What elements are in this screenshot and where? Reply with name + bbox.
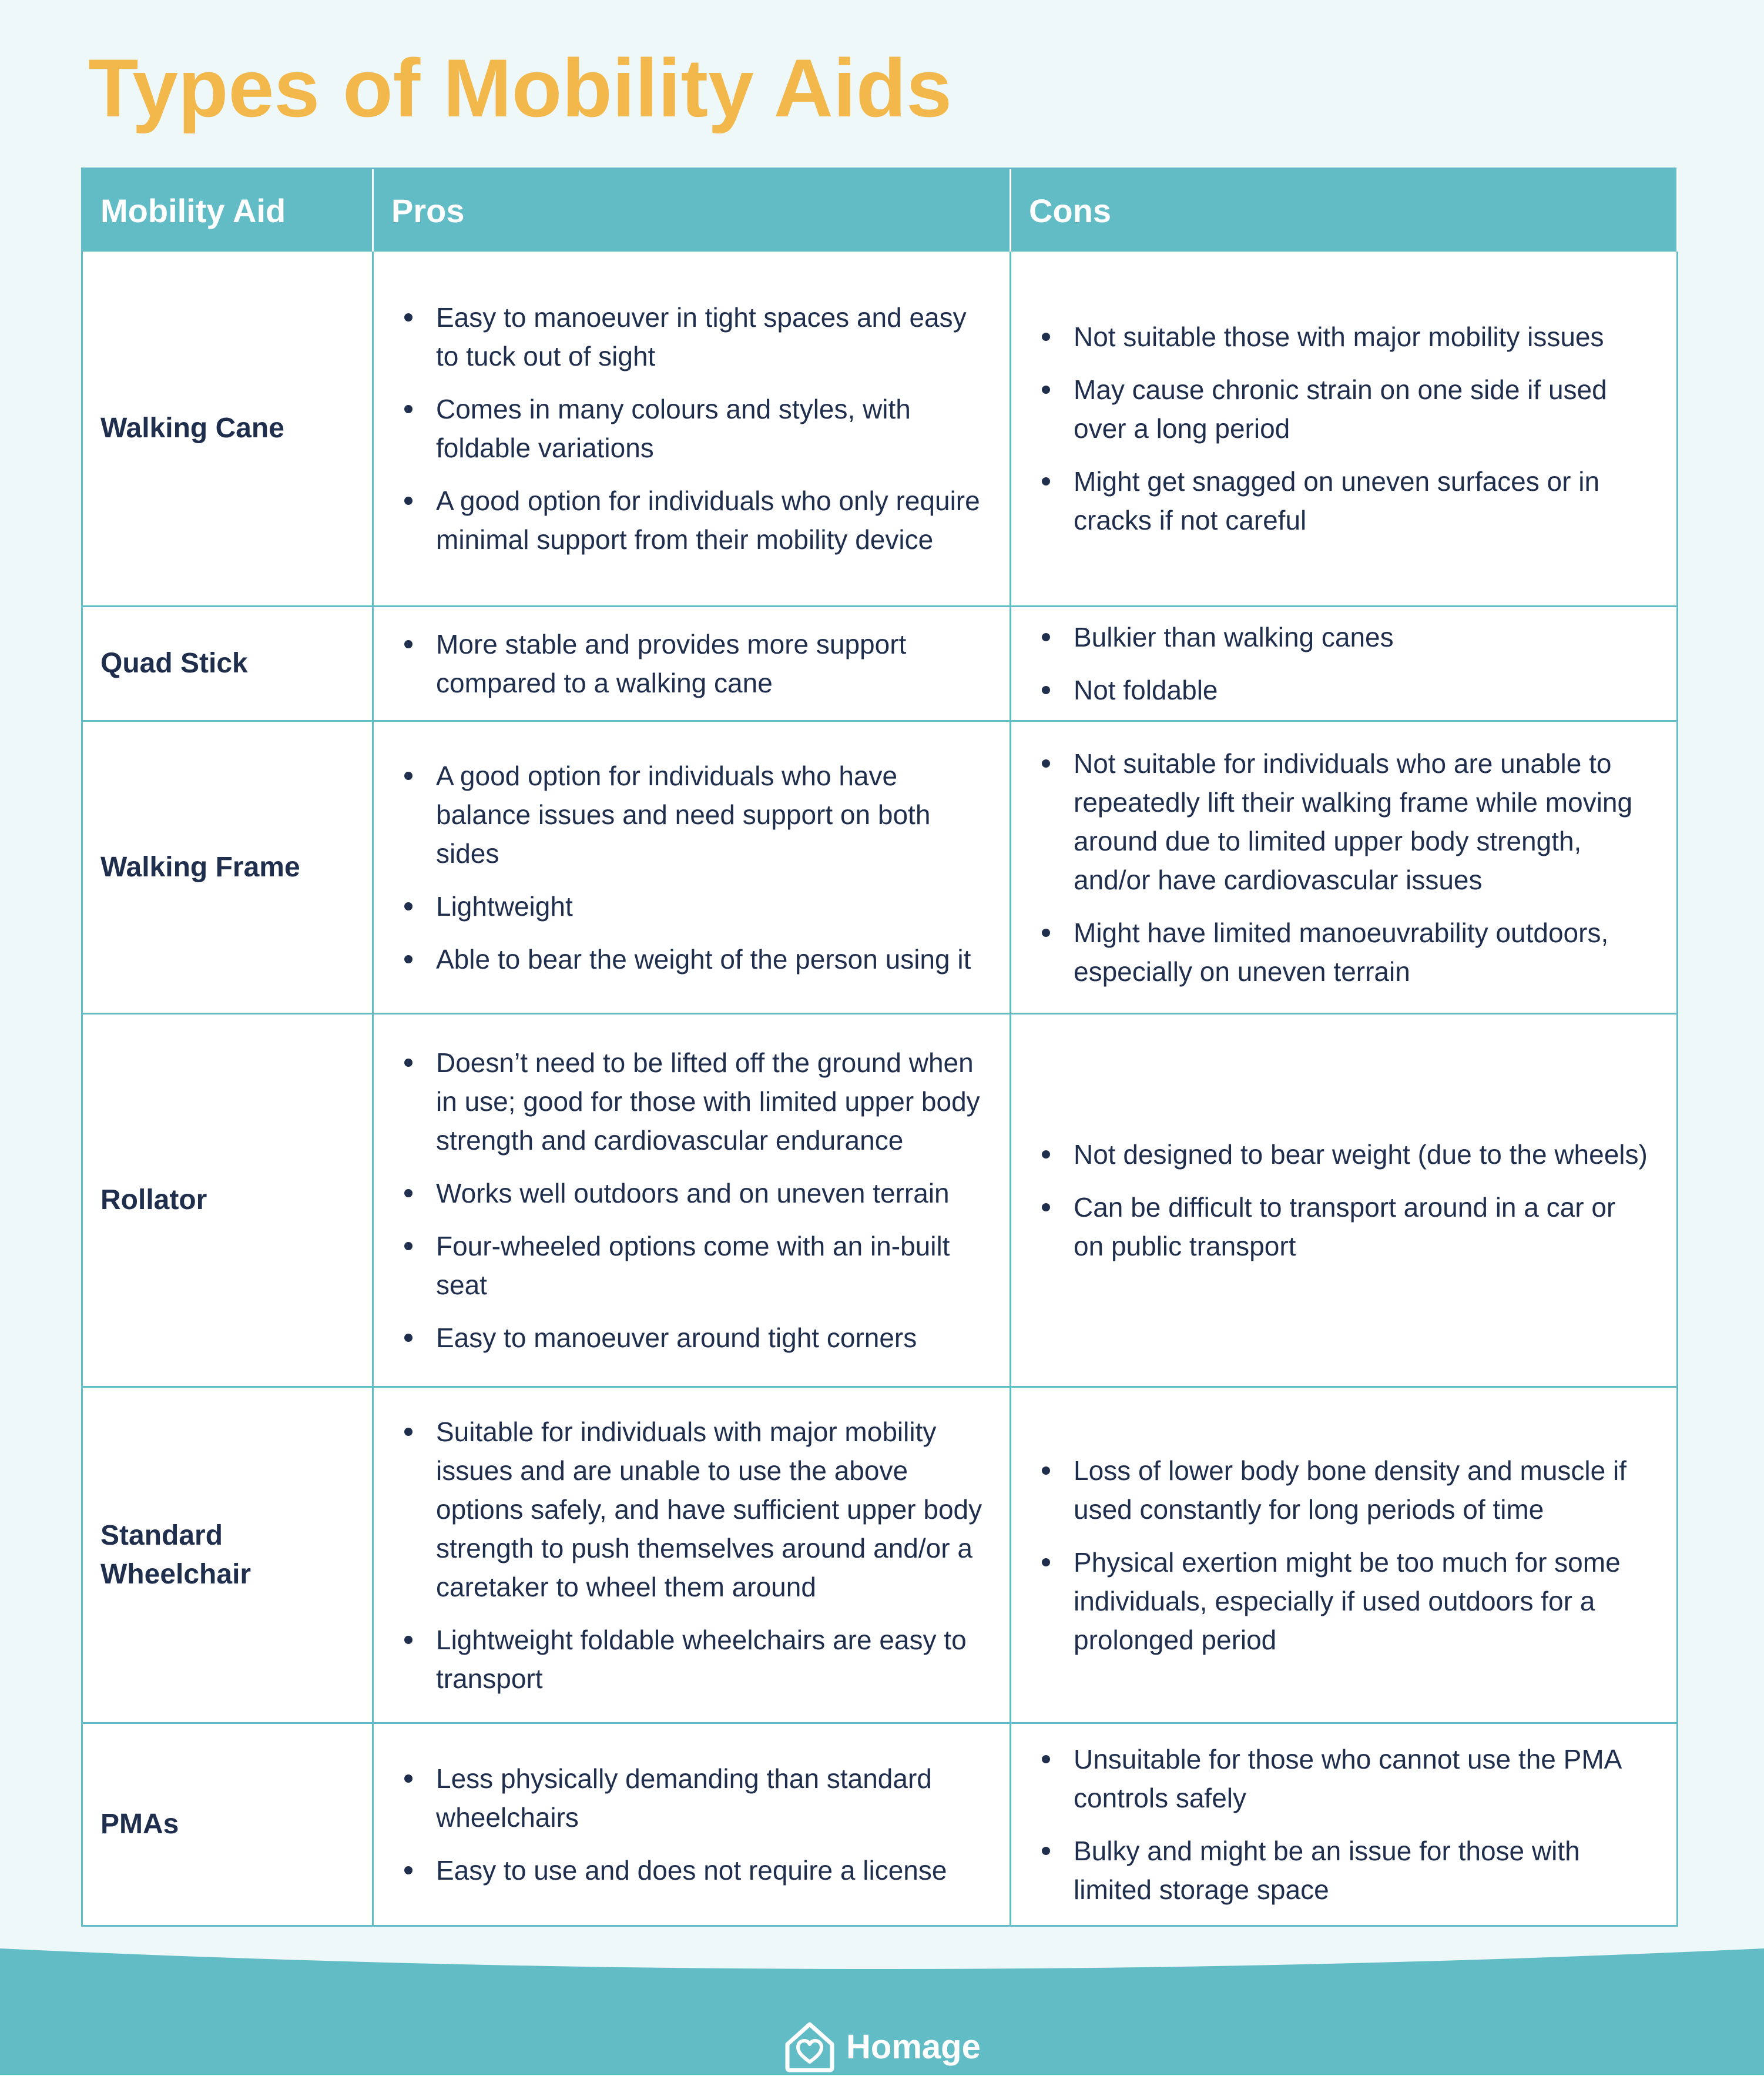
pro-item: A good option for individuals who have balance issues and need support on both sides bbox=[404, 756, 986, 873]
pros-cell bbox=[374, 607, 1011, 722]
con-item: Not suitable those with major mobility issues bbox=[1042, 317, 1653, 356]
header-pros: Pros bbox=[374, 169, 1011, 252]
pro-item: Suitable for individuals with major mobility issues and are unable to use the above options safely, and have sufficient upper body strength to push themselves around and/or a caretaker to wheel them around bbox=[404, 1412, 986, 1606]
cons-list bbox=[1042, 1135, 1653, 1265]
cons-cell bbox=[1011, 607, 1678, 722]
con-item: Not foldable bbox=[1042, 671, 1653, 709]
pro-item: More stable and provides more support compared to a walking cane bbox=[404, 625, 986, 702]
con-item: Loss of lower body bone density and muscle if used constantly for long periods of time bbox=[1042, 1451, 1653, 1529]
aid-name-standard-wheelchair: Standard Wheelchair bbox=[83, 1388, 374, 1724]
pro-item: Easy to use and does not require a license bbox=[404, 1851, 986, 1890]
pro-item: Doesn’t need to be lifted off the ground when in use; good for those with limited upper body strength and cardiovascular endurance bbox=[404, 1043, 986, 1160]
pros-cell bbox=[374, 1388, 1011, 1724]
pros-list bbox=[404, 298, 986, 559]
pros-cell bbox=[374, 1724, 1011, 1927]
cons-cell bbox=[1011, 1014, 1678, 1388]
cons-list bbox=[1042, 1451, 1653, 1659]
pros-list bbox=[404, 1759, 986, 1890]
pros-list bbox=[404, 625, 986, 702]
mobility-aids-table bbox=[81, 168, 1676, 1927]
pros-list bbox=[404, 1412, 986, 1698]
pro-item: Comes in many colours and styles, with foldable variations bbox=[404, 390, 986, 467]
cons-cell bbox=[1011, 1724, 1678, 1927]
pro-item: Works well outdoors and on uneven terrain bbox=[404, 1174, 986, 1213]
pro-item: Four-wheeled options come with an in-built seat bbox=[404, 1227, 986, 1304]
pro-item: Lightweight foldable wheelchairs are easy to transport bbox=[404, 1620, 986, 1698]
pros-cell bbox=[374, 722, 1011, 1014]
aid-name-walking-cane: Walking Cane bbox=[83, 252, 374, 607]
homage-logo bbox=[782, 2017, 981, 2076]
cons-cell bbox=[1011, 252, 1678, 607]
header-mobility-aid: Mobility Aid bbox=[83, 169, 374, 252]
pro-item: Easy to manoeuver around tight corners bbox=[404, 1318, 986, 1357]
pro-item: Lightweight bbox=[404, 887, 986, 926]
pros-cell bbox=[374, 1014, 1011, 1388]
con-item: Might have limited manoeuvrability outdoors, especially on uneven terrain bbox=[1042, 913, 1653, 991]
con-item: Might get snagged on uneven surfaces or in cracks if not careful bbox=[1042, 462, 1653, 540]
con-item: Bulky and might be an issue for those with limited storage space bbox=[1042, 1831, 1653, 1909]
pro-item: A good option for individuals who only require minimal support from their mobility device bbox=[404, 481, 986, 559]
con-item: May cause chronic strain on one side if used over a long period bbox=[1042, 370, 1653, 448]
con-item: Physical exertion might be too much for some individuals, especially if used outdoors for a prolonged period bbox=[1042, 1543, 1653, 1659]
con-item: Not suitable for individuals who are unable to repeatedly lift their walking frame while moving around due to limited upper body strength, and/or have cardiovascular issues bbox=[1042, 744, 1653, 899]
con-item: Not designed to bear weight (due to the wheels) bbox=[1042, 1135, 1653, 1174]
pro-item: Less physically demanding than standard wheelchairs bbox=[404, 1759, 986, 1837]
cons-list bbox=[1042, 317, 1653, 540]
con-item: Bulkier than walking canes bbox=[1042, 618, 1653, 657]
cons-list bbox=[1042, 1740, 1653, 1909]
page-title: Types of Mobility Aids bbox=[88, 42, 953, 134]
pros-cell bbox=[374, 252, 1011, 607]
pros-list bbox=[404, 756, 986, 979]
cons-cell bbox=[1011, 722, 1678, 1014]
pro-item: Easy to manoeuver in tight spaces and easy to tuck out of sight bbox=[404, 298, 986, 376]
con-item: Unsuitable for those who cannot use the PMA controls safely bbox=[1042, 1740, 1653, 1817]
pros-list bbox=[404, 1043, 986, 1357]
aid-name-walking-frame: Walking Frame bbox=[83, 722, 374, 1014]
header-cons: Cons bbox=[1011, 169, 1678, 252]
cons-cell bbox=[1011, 1388, 1678, 1724]
brand-name: Homage bbox=[846, 2027, 981, 2066]
aid-name-rollator: Rollator bbox=[83, 1014, 374, 1388]
aid-name-quad-stick: Quad Stick bbox=[83, 607, 374, 722]
pro-item: Able to bear the weight of the person using it bbox=[404, 940, 986, 979]
cons-list bbox=[1042, 744, 1653, 991]
cons-list bbox=[1042, 618, 1653, 709]
aid-name-pmas: PMAs bbox=[83, 1724, 374, 1927]
con-item: Can be difficult to transport around in a car or on public transport bbox=[1042, 1188, 1653, 1265]
house-heart-icon bbox=[782, 2018, 838, 2075]
